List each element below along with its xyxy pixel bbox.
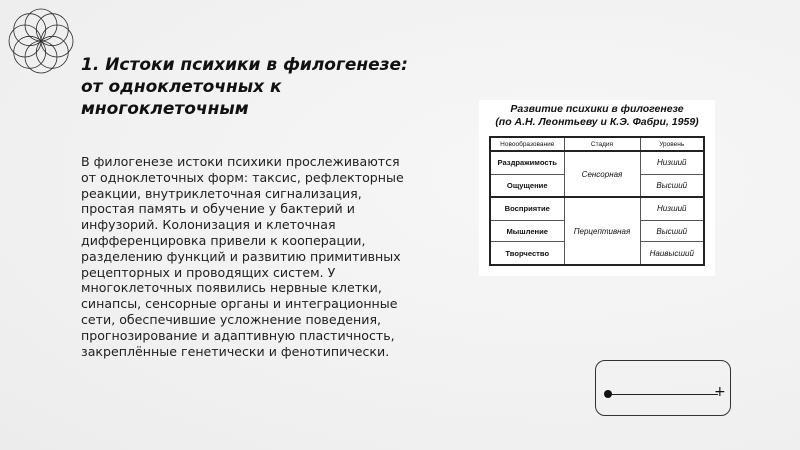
table-cell-stage: Сенсорная	[564, 151, 640, 197]
slider-track[interactable]	[608, 394, 718, 395]
timeline-slider[interactable]	[595, 360, 731, 416]
table-cell-form: Мышление	[490, 220, 564, 242]
table-cell-form: Раздражимость	[490, 151, 564, 174]
table-header-cell: Стадия	[564, 137, 640, 151]
table-header-row	[490, 137, 704, 151]
ornament-rings-icon	[4, 4, 78, 78]
slider-knob-icon[interactable]	[604, 390, 612, 398]
figure-title	[479, 103, 715, 129]
table-row	[490, 151, 704, 174]
figure-title-line: Развитие психики в филогенезе	[510, 103, 684, 115]
table-cell-form: Восприятие	[490, 197, 564, 220]
table-header-cell: Уровень	[640, 137, 704, 151]
table-row	[490, 197, 704, 220]
plus-icon: +	[714, 384, 726, 400]
phylogenesis-table	[489, 136, 705, 266]
table-header-cell: Новообразование	[490, 137, 564, 151]
table-cell-form: Ощущение	[490, 174, 564, 197]
table-cell-level: Наивысший	[640, 242, 704, 265]
phylogenesis-table-figure	[479, 100, 715, 276]
table-cell-stage: Перцептивная	[564, 197, 640, 265]
body-paragraph: В филогенезе истоки психики прослеживаются от одноклеточных форм: таксис, рефлекторные реакции, внутриклеточная сигнализация, простая память и обучение у бактерий и инфузорий. Колонизация и клеточная дифференцировка привели к кооперации, разделению функций и развитию примитивных рецепторных и проводящих систем. У многоклеточных появились нервные клетки, синапсы, сенсорные органы и интеграционные сети, обеспечившие усложнение поведения, прогнозирование и адаптивную пластичность, закреплённые генетически и фенотипически.	[81, 154, 404, 359]
table-cell-level: Низший	[640, 151, 704, 174]
table-cell-level: Высший	[640, 220, 704, 242]
table-cell-form: Творчество	[490, 242, 564, 265]
table-cell-level: Высший	[640, 174, 704, 197]
slide-title: 1. Истоки психики в филогенезе: от одноклеточных к многоклеточным	[81, 55, 408, 119]
table-cell-level: Низший	[640, 197, 704, 220]
figure-subtitle-line: (по А.Н. Леонтьеву и К.Э. Фабри, 1959)	[495, 116, 699, 128]
